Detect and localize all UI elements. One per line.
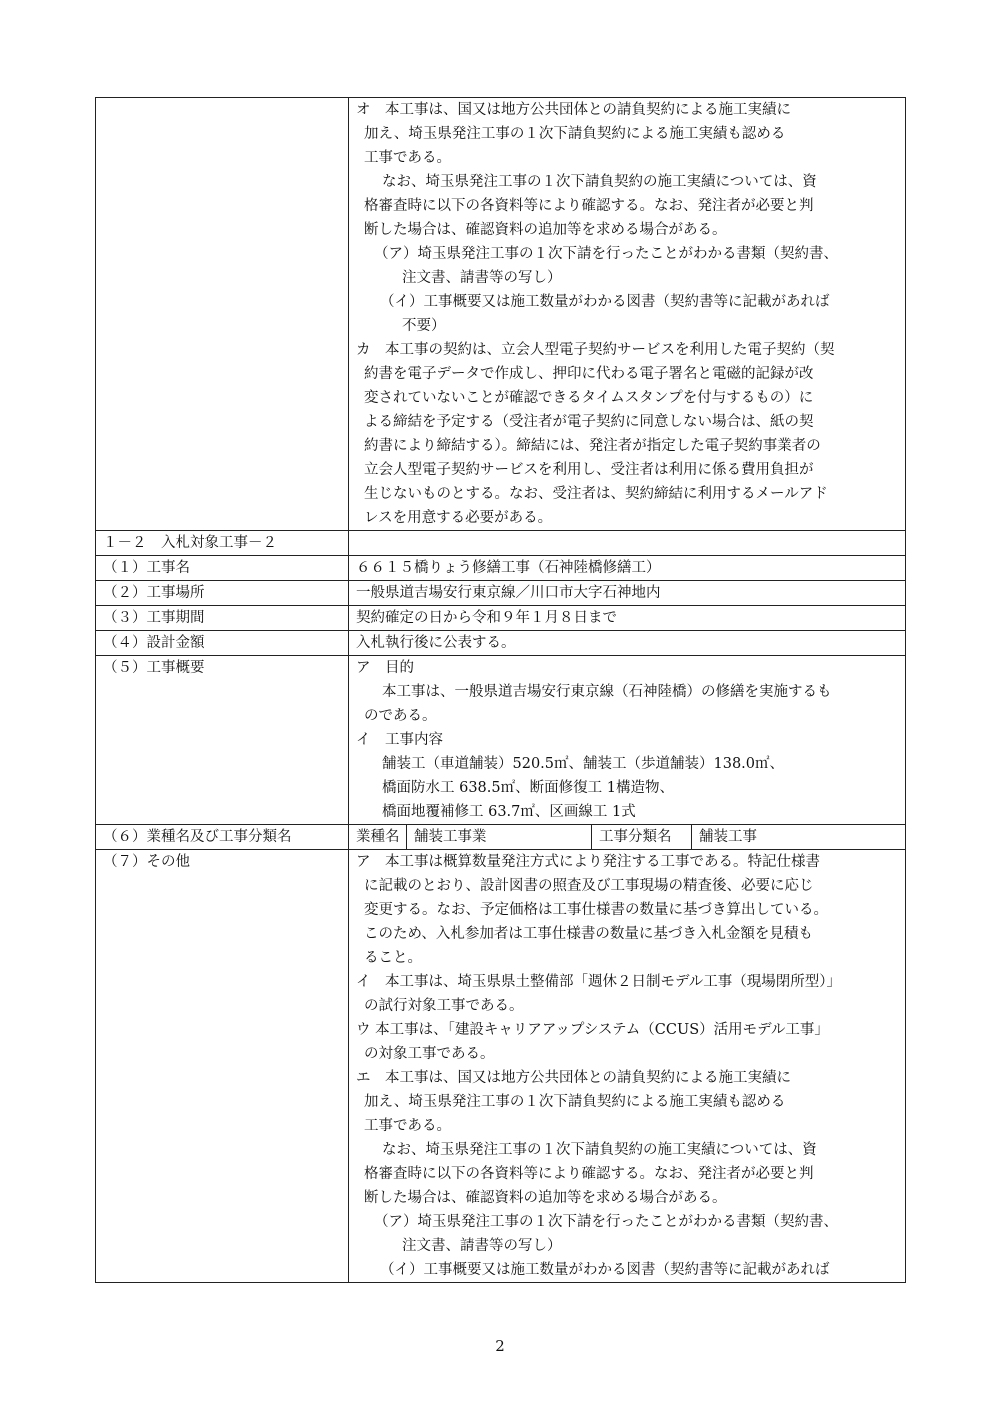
table-row xyxy=(96,531,906,556)
table-row xyxy=(96,825,906,850)
row-value: 契約確定の日から令和９年１月８日まで xyxy=(349,606,906,631)
bid-conditions-table xyxy=(95,97,906,1283)
text-line: 工事である。 xyxy=(364,1118,451,1134)
text-line: 注文書、請書等の写し） xyxy=(402,1238,562,1254)
text-line: 橋面防水工 638.5㎡、断面修復工 1構造物、 xyxy=(382,780,674,796)
text-line: （ア）埼玉県発注工事の１次下請を行ったことがわかる書類（契約書、 xyxy=(374,246,838,262)
text-line: よる締結を予定する（受注者が電子契約に同意しない場合は、紙の契 xyxy=(364,414,814,430)
table-row xyxy=(96,556,906,581)
text-line: オ 本工事は、国又は地方公共団体との請負契約による施工実績に xyxy=(356,102,791,118)
text-line: 変更する。なお、予定価格は工事仕様書の数量に基づき算出している。 xyxy=(364,902,828,918)
row-label: （４）設計金額 xyxy=(96,631,349,656)
text-line: このため、入札参加者は工事仕様書の数量に基づき入札金額を見積も xyxy=(364,926,813,942)
industry-label: 業種名 xyxy=(349,825,407,849)
text-line: 約書により締結する）。締結には、発注者が指定した電子契約事業者の xyxy=(364,438,821,454)
text-line: ア 本工事は概算数量発注方式により発注する工事である。特記仕様書 xyxy=(356,854,820,870)
text-line: 立会人型電子契約サービスを利用し、受注者は利用に係る費用負担が xyxy=(364,462,814,478)
text-line: エ 本工事は、国又は地方公共団体との請負契約による施工実績に xyxy=(356,1070,791,1086)
text-line: （イ）工事概要又は施工数量がわかる図書（契約書等に記載があれば xyxy=(380,294,830,310)
text-line: に記載のとおり、設計図書の照査及び工事現場の精査後、必要に応じ xyxy=(364,878,814,894)
text-line: イ 工事内容 xyxy=(356,732,443,748)
text-line: （イ）工事概要又は施工数量がわかる図書（契約書等に記載があれば xyxy=(380,1262,830,1278)
text-line: 本工事は、一般県道吉場安行東京線（石神陸橋）の修繕を実施するも xyxy=(382,684,832,700)
text-line: 舗装工（車道舗装）520.5㎡、舗装工（歩道舗装）138.0㎡、 xyxy=(382,756,785,772)
text-line: 橋面地覆補修工 63.7㎡、区画線工 1式 xyxy=(382,804,636,820)
section-title: １－２ 入札対象工事－２ xyxy=(96,531,349,556)
continuation-content xyxy=(349,98,906,531)
text-line: レスを用意する必要がある。 xyxy=(364,510,553,526)
text-line: のである。 xyxy=(364,708,437,724)
table-row xyxy=(96,631,906,656)
text-line: なお、埼玉県発注工事の１次下請負契約の施工実績については、資 xyxy=(382,1142,817,1158)
table-row xyxy=(96,850,906,1283)
text-line: 断した場合は、確認資料の追加等を求める場合がある。 xyxy=(364,1190,727,1206)
row-label: （３）工事期間 xyxy=(96,606,349,631)
classification-label: 工事分類名 xyxy=(592,825,692,849)
row-label: （６）業種名及び工事分類名 xyxy=(96,825,349,850)
text-line: 注文書、請書等の写し） xyxy=(402,270,562,286)
text-line: 約書を電子データで作成し、押印に代わる電子署名と電磁的記録が改 xyxy=(364,366,814,382)
text-line: 断した場合は、確認資料の追加等を求める場合がある。 xyxy=(364,222,727,238)
text-line: 工事である。 xyxy=(364,150,451,166)
table-row xyxy=(96,98,906,531)
text-line: ること。 xyxy=(364,950,422,966)
text-line: の試行対象工事である。 xyxy=(364,998,524,1014)
text-line: 変されていないことが確認できるタイムスタンプを付与するもの）に xyxy=(364,390,814,406)
text-line: 生じないものとする。なお、受注者は、契約締結に利用するメールアド xyxy=(364,486,828,502)
table-row xyxy=(96,656,906,825)
category-cells xyxy=(349,825,906,850)
classification-value: 舗装工事 xyxy=(699,829,757,845)
section-title-empty-cell xyxy=(349,531,906,556)
table-row xyxy=(96,606,906,631)
table-row xyxy=(96,581,906,606)
row-label: （１）工事名 xyxy=(96,556,349,581)
row-value: ６６１５橋りょう修繕工事（石神陸橋修繕工） xyxy=(349,556,906,581)
row-label: （２）工事場所 xyxy=(96,581,349,606)
text-line: 格審査時に以下の各資料等により確認する。なお、発注者が必要と判 xyxy=(364,198,814,214)
overview-content xyxy=(349,656,906,825)
text-line: （ア）埼玉県発注工事の１次下請を行ったことがわかる書類（契約書、 xyxy=(374,1214,838,1230)
row-label: （７）その他 xyxy=(96,850,349,1283)
text-line: 加え、埼玉県発注工事の１次下請負契約による施工実績も認める xyxy=(364,1094,786,1110)
text-line: 不要） xyxy=(402,318,446,334)
page-number: 2 xyxy=(495,1337,505,1355)
text-line: 格審査時に以下の各資料等により確認する。なお、発注者が必要と判 xyxy=(364,1166,814,1182)
row-label: （５）工事概要 xyxy=(96,656,349,825)
text-line: 加え、埼玉県発注工事の１次下請負契約による施工実績も認める xyxy=(364,126,786,142)
continuation-label xyxy=(96,98,349,531)
text-line: ア 目的 xyxy=(356,660,414,676)
text-line: の対象工事である。 xyxy=(364,1046,495,1062)
text-line: イ 本工事は、埼玉県県土整備部「週休２日制モデル工事（現場閉所型）」 xyxy=(356,974,842,990)
text-line: なお、埼玉県発注工事の１次下請負契約の施工実績については、資 xyxy=(382,174,817,190)
row-value: 入札執行後に公表する。 xyxy=(349,631,906,656)
text-line: カ 本工事の契約は、立会人型電子契約サービスを利用した電子契約（契 xyxy=(356,342,835,358)
row-value: 一般県道吉場安行東京線／川口市大字石神地内 xyxy=(349,581,906,606)
other-content xyxy=(349,850,906,1283)
industry-value: 舗装工事業 xyxy=(407,825,592,849)
text-line: ウ 本工事は、「建設キャリアアップシステム（CCUS）活用モデル工事」 xyxy=(356,1022,829,1038)
